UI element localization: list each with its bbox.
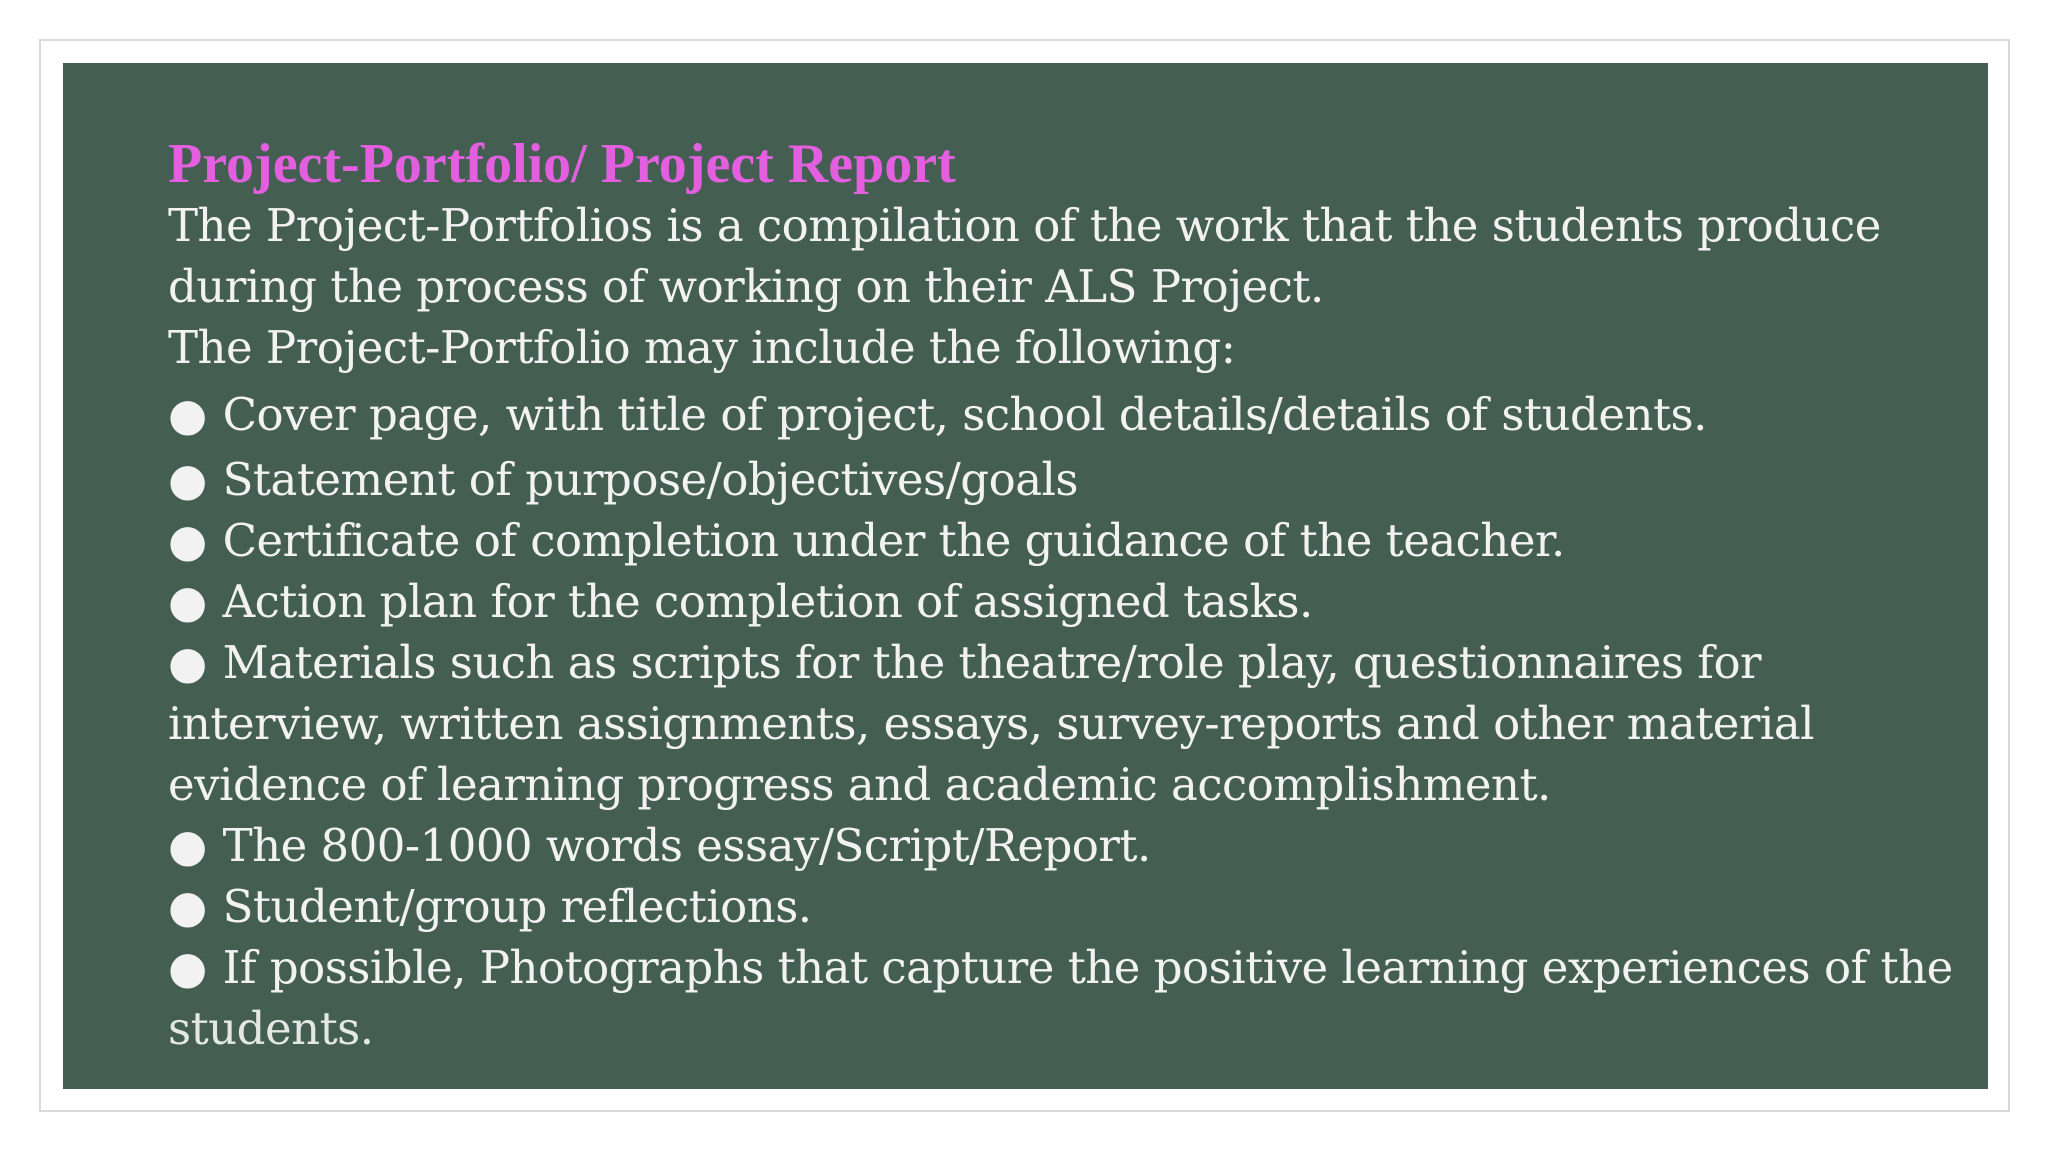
bullet-icon: ●: [168, 941, 207, 994]
bullet-item: [168, 632, 1968, 815]
bullet-icon: ●: [168, 514, 207, 567]
bullet-item: [168, 937, 1968, 998]
bullet-text: Action plan for the completion of assigned tasks.: [222, 575, 1313, 628]
bullet-icon: ●: [168, 388, 207, 441]
bullet-icon: ●: [168, 636, 207, 689]
bullet-item: [168, 449, 1968, 510]
bullet-text: Materials such as scripts for the theatre/role play, questionnaires for interview, written assignments, essays, survey-reports and other material evidence of learning progress and academic accomplishment.: [168, 636, 1815, 811]
bullet-icon: ●: [168, 575, 207, 628]
bullet-icon: ●: [168, 880, 207, 933]
bullet-text: The 800-1000 words essay/Script/Report.: [222, 819, 1151, 872]
intro-paragraph: The Project-Portfolios is a compilation of the work that the students produce during the process of working on their ALS Project.: [168, 199, 1881, 313]
bullet-item: [168, 815, 1968, 876]
bullet-item: [168, 510, 1968, 571]
slide-content: [168, 133, 1968, 1059]
bullet-item: [168, 876, 1968, 937]
bullet-text: Student/group reflections.: [222, 880, 812, 933]
bullet-icon: ●: [168, 819, 207, 872]
bullet-icon: ●: [168, 453, 207, 506]
slide: [63, 63, 1988, 1089]
overflow-text: students.: [168, 1002, 374, 1055]
bullet-list: [168, 384, 1968, 1059]
bullet-item: [168, 571, 1968, 632]
bullet-text: Cover page, with title of project, school details/details of students.: [222, 388, 1707, 441]
intro-list-lead: The Project-Portfolio may include the following:: [168, 321, 1236, 374]
bullet-text: Certificate of completion under the guidance of the teacher.: [222, 514, 1565, 567]
bullet-text: Statement of purpose/objectives/goals: [222, 453, 1079, 506]
bullet-item: [168, 384, 1968, 445]
bullet-text: If possible, Photographs that capture the positive learning experiences of the: [222, 941, 1953, 994]
slide-title: Project-Portfolio/ Project Report: [168, 133, 956, 195]
